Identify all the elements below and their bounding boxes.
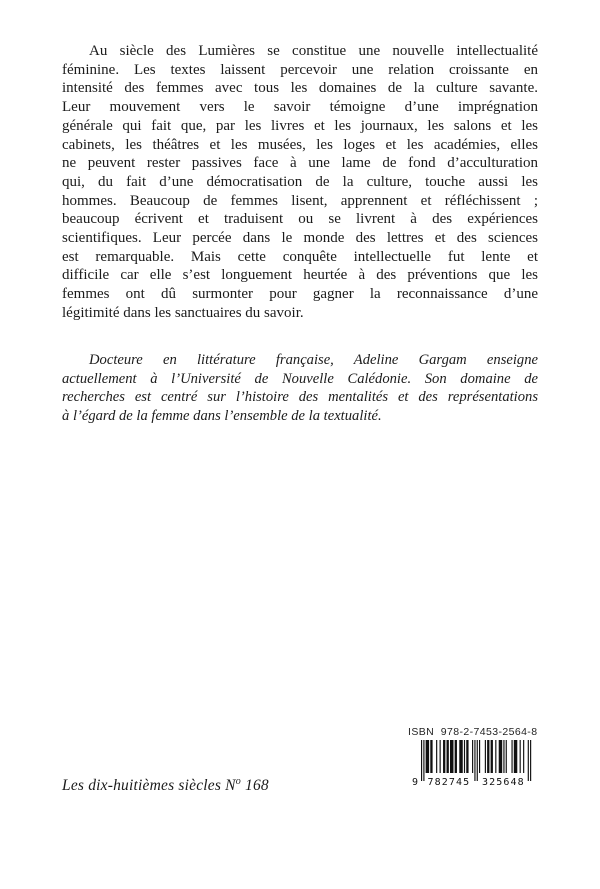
synopsis-line: scientifiques. Leur percée dans le monde des lettres et des sciences	[62, 230, 538, 247]
ean13-barcode	[411, 740, 532, 787]
synopsis-line: beaucoup écrivent et traduisent ou se livrent à des expériences	[62, 211, 538, 228]
synopsis-line: intensité des femmes avec tous les domaines de la culture savante.	[62, 80, 538, 97]
author-bio-line: recherches est centré sur l’histoire des mentalités et des représentations	[62, 389, 538, 406]
isbn-number: ISBN 978-2-7453-2564-8	[408, 726, 538, 738]
collection-series-label	[62, 777, 269, 795]
collection-series-number: 168	[240, 777, 269, 794]
author-bio-line: actuellement à l’Université de Nouvelle Calédonie. Son domaine de	[62, 370, 538, 387]
synopsis-line: femmes ont dû surmonter pour gagner la reconnaissance d’une	[62, 286, 538, 303]
collection-series-text: Les dix-huitièmes siècles N	[62, 777, 236, 794]
synopsis-line: générale qui fait que, par les livres et les journaux, les salons et les	[62, 117, 538, 134]
synopsis-paragraph	[62, 42, 538, 323]
author-bio-paragraph	[62, 351, 538, 425]
synopsis-line: Au siècle des Lumières se constitue une nouvelle intellectualité	[89, 43, 538, 59]
isbn-barcode-block	[408, 726, 538, 787]
synopsis-line: légitimité dans les sanctuaires du savoir.	[62, 304, 304, 321]
author-bio-line: Docteure en littérature française, Adeline Gargam enseigne	[89, 352, 538, 368]
svg-text:9: 9	[411, 777, 419, 787]
synopsis-line: Leur mouvement vers le savoir témoigne d’une imprégnation	[62, 99, 538, 116]
synopsis-line: difficile car elle s’est longuement heurtée à des préventions que les	[62, 267, 538, 284]
numero-superscript: o	[235, 775, 241, 787]
svg-text:325648: 325648	[481, 777, 525, 787]
synopsis-line: qui, du fait d’une démocratisation de la culture, touche aussi les	[62, 173, 538, 190]
synopsis-line: féminine. Les textes laissent percevoir une relation croissante en	[62, 61, 538, 78]
synopsis-line: est remarquable. Mais cette conquête intellectuelle fut lente et	[62, 248, 538, 265]
author-bio-line: à l’égard de la femme dans l’ensemble de la textualité.	[62, 407, 382, 424]
synopsis-line: cabinets, les théâtres et les musées, les loges et les académies, elles	[62, 136, 538, 153]
synopsis-line: hommes. Beaucoup de femmes lisent, apprennent et réfléchissent ;	[62, 192, 538, 209]
svg-text:782745: 782745	[427, 777, 470, 787]
synopsis-line: ne peuvent rester passives face à une lame de fond d’acculturation	[62, 155, 538, 172]
